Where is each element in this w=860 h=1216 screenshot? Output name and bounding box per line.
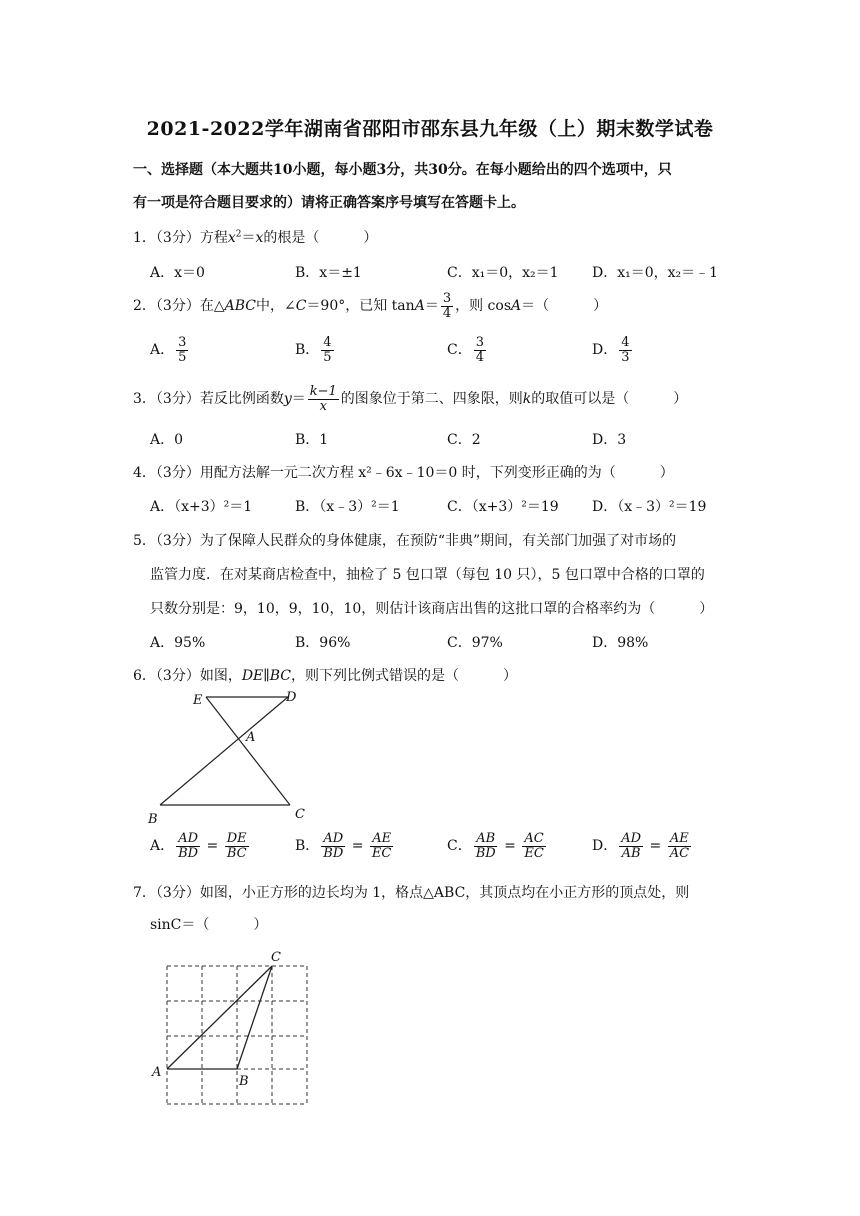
q4-options <box>150 496 770 530</box>
q2-option-a[interactable] <box>150 336 190 364</box>
q6-option-b[interactable]: B． $\frac{AD}{BD}$ = $\frac{AE}{EC}$ <box>295 831 392 861</box>
q2-prefix: 2．（3分）在△ <box>133 298 225 315</box>
segment-ec <box>206 697 290 805</box>
q4-option-b[interactable] <box>295 496 400 516</box>
q1-option-c[interactable] <box>447 262 559 282</box>
option-label: A． <box>150 265 175 281</box>
label-a: A <box>246 730 256 745</box>
q3-suffix: 的取值可以是（ <box>531 391 630 408</box>
fraction-numerator: AC <box>524 831 544 846</box>
option-text: 97% <box>471 635 503 651</box>
side-ac <box>167 966 272 1069</box>
option-fraction-left <box>474 832 498 860</box>
q3-equals: ＝ <box>291 391 306 408</box>
option-text: x₁＝0，x₂＝1 <box>471 265 559 281</box>
q1-var-x2: x <box>255 230 264 246</box>
q6-figure-labels <box>147 690 305 827</box>
option-label: A． <box>150 432 175 448</box>
option-label: D． <box>592 499 618 515</box>
q4-option-a[interactable] <box>150 496 252 516</box>
q5-option-a[interactable] <box>150 632 205 652</box>
question-2 <box>133 292 607 320</box>
q2-option-d[interactable] <box>592 336 634 364</box>
q2-equals: ＝ <box>424 298 439 315</box>
q6-segment-bc: BC <box>269 668 292 684</box>
q3-options <box>150 429 770 463</box>
option-label: C． <box>447 499 472 515</box>
option-text: （x﹣3）²＝1 <box>319 499 400 515</box>
q1-options <box>150 262 770 296</box>
option-text: x＝0 <box>174 265 205 281</box>
option-text: （x+3）²＝1 <box>174 499 253 515</box>
fraction-numerator: AE <box>372 831 392 846</box>
q6-option-a[interactable]: A． $\frac{AD}{BD}$ = $\frac{DE}{BC}$ <box>150 831 247 861</box>
q3-option-a[interactable] <box>150 429 183 449</box>
q2-options <box>150 336 770 370</box>
section-heading-line1: 一、选择题（本大题共10小题，每小题3分，共30分。在每小题给出的四个选项中，只 <box>133 162 672 178</box>
option-label: D． <box>592 635 618 651</box>
option-label: B． <box>295 432 320 448</box>
option-text: 2 <box>471 432 481 448</box>
question-4 <box>133 462 674 482</box>
q4-close-paren: ） <box>659 465 674 481</box>
q3-option-d[interactable] <box>592 429 626 449</box>
fraction-denominator: BD <box>323 845 344 861</box>
option-text: 95% <box>174 635 206 651</box>
option-text: 1 <box>319 432 329 448</box>
q7-close-paren: ） <box>253 917 268 933</box>
option-fraction-left <box>176 832 200 860</box>
fraction-denominator: EC <box>371 845 392 861</box>
fraction-numerator: AD <box>621 831 642 846</box>
fraction-denominator: EC <box>524 845 544 861</box>
question-5-line-1: 5．（3分）为了保障人民群众的身体健康，在预防“非典”期间，有关部门加强了对市场的 <box>133 533 677 549</box>
option-fraction <box>474 336 486 364</box>
fraction-numerator: 3 <box>442 291 452 306</box>
option-label: B． <box>295 635 320 651</box>
fraction-denominator: x <box>319 398 327 414</box>
q6-options <box>150 832 770 872</box>
option-fraction-right <box>668 832 691 860</box>
page-title: 2021-2022学年湖南省邵阳市邵东县九年级（上）期末数学试卷 <box>146 118 714 140</box>
q3-var-y: y <box>283 391 292 408</box>
question-1 <box>133 227 377 247</box>
option-label: A． <box>150 499 175 515</box>
q1-option-b[interactable] <box>295 262 362 282</box>
q2-text: 中，∠ <box>255 298 296 315</box>
question-6 <box>133 665 517 685</box>
q1-var-x: x <box>227 230 236 246</box>
q6-figure <box>140 685 320 830</box>
option-label: C． <box>447 265 472 281</box>
q7-figure-labels <box>151 950 281 1089</box>
q6-figure-lines <box>160 697 290 805</box>
label-b: B <box>148 812 158 827</box>
q2-close-paren: ） <box>593 298 608 315</box>
q5-options <box>150 632 770 666</box>
option-fraction <box>176 336 188 364</box>
q3-text: 的图象位于第二、四象限，则 <box>340 391 523 408</box>
option-label: C． <box>447 432 472 448</box>
fraction-denominator: 3 <box>621 349 630 365</box>
q2-var-a: A <box>414 298 425 315</box>
q1-option-d[interactable] <box>592 262 718 282</box>
segment-bd <box>160 697 288 805</box>
question-5-line-2: 监管力度．在对某商店检查中，抽检了 5 包口罩（每包 10 只），5 包口罩中合格的口罩的 <box>150 567 705 583</box>
q3-prefix: 3．（3分）若反比例函数 <box>133 391 284 408</box>
section-heading-line2: 有一项是符合题目要求的）请将正确答案序号填写在答题卡上。 <box>133 195 525 211</box>
option-text: 96% <box>319 635 351 651</box>
option-label: C． <box>447 838 472 855</box>
q2-tan-fraction <box>441 292 453 320</box>
fraction-denominator: 4 <box>475 349 484 365</box>
option-fraction <box>321 336 333 364</box>
fraction-numerator: AB <box>476 831 496 846</box>
q1-close-paren: ） <box>363 230 378 246</box>
option-fraction-right <box>225 832 249 860</box>
label-b: B <box>239 1074 249 1089</box>
option-label: A． <box>150 838 175 855</box>
q5-option-c[interactable] <box>447 632 503 652</box>
fraction-denominator: AB <box>621 845 641 861</box>
fraction-numerator: 3 <box>475 335 484 350</box>
option-label: A． <box>150 342 175 359</box>
q1-exponent: 2 <box>235 229 242 240</box>
fraction-numerator: DE <box>226 831 247 846</box>
fraction-denominator: AC <box>669 845 690 861</box>
q2-suffix: ＝（ <box>521 298 550 315</box>
option-fraction-right <box>522 832 545 860</box>
option-label: B． <box>295 265 320 281</box>
option-label: B． <box>295 499 320 515</box>
q6-segment-de: DE <box>241 668 264 684</box>
fraction-denominator: 4 <box>442 305 452 321</box>
q3-var-k: k <box>522 391 532 408</box>
option-label: C． <box>447 342 472 359</box>
q3-close-paren: ） <box>673 391 688 408</box>
q2-option-b[interactable] <box>295 336 336 364</box>
option-fraction-left <box>619 832 643 860</box>
q3-option-b[interactable] <box>295 429 328 449</box>
fraction-numerator: k−1 <box>309 384 337 399</box>
q2-option-c[interactable] <box>447 336 488 364</box>
option-fraction <box>619 336 631 364</box>
q5-close-paren: ） <box>699 601 714 617</box>
option-label: D． <box>592 838 618 855</box>
fraction-numerator: 4 <box>621 335 630 350</box>
q4-text: 4．（3分）用配方法解一元二次方程 x²﹣6x﹣10＝0 时，下列变形正确的为（ <box>133 465 616 481</box>
q4-option-c[interactable] <box>447 496 559 516</box>
option-label: B． <box>295 838 320 855</box>
q7-triangle <box>167 966 272 1069</box>
fraction-numerator: 4 <box>323 335 332 350</box>
option-text: x₁＝0，x₂＝﹣1 <box>617 265 719 281</box>
option-label: D． <box>592 265 618 281</box>
question-5-line-3 <box>150 598 713 618</box>
option-text: 98% <box>617 635 649 651</box>
q2-angle-c: C <box>295 298 307 315</box>
question-7-line-2 <box>150 914 267 934</box>
option-text: 3 <box>617 432 627 448</box>
q6-option-c[interactable]: C． $\frac{AB}{BD}$ = $\frac{AC}{EC}$ <box>447 831 544 861</box>
option-label: C． <box>447 635 472 651</box>
side-bc <box>237 966 272 1069</box>
option-label: A． <box>150 635 175 651</box>
label-e: E <box>193 693 203 708</box>
q5-option-b[interactable] <box>295 632 350 652</box>
option-text: x＝±1 <box>319 265 362 281</box>
option-text: 0 <box>174 432 184 448</box>
label-c: C <box>295 807 305 822</box>
question-7-line-1: 7．（3分）如图，小正方形的边长均为 1，格点△ABC，其顶点均在小正方形的顶点处，则 <box>133 885 690 901</box>
option-label: D． <box>592 432 618 448</box>
q2-triangle-name: ABC <box>224 298 256 315</box>
fraction-denominator: 5 <box>178 349 187 365</box>
q5-option-d[interactable] <box>592 632 648 652</box>
fraction-numerator: AE <box>669 831 689 846</box>
q6-prefix: 6．（3分）如图， <box>133 668 242 684</box>
label-d: D <box>286 690 297 705</box>
q6-close-paren: ） <box>503 668 518 684</box>
option-label: B． <box>295 342 320 359</box>
fraction-numerator: 3 <box>178 335 187 350</box>
option-text: （x﹣3）²＝19 <box>617 499 707 515</box>
question-3 <box>133 385 687 413</box>
q7-text: sinC＝（ <box>150 917 210 933</box>
q6-option-d[interactable]: D． $\frac{AD}{AB}$ = $\frac{AE}{AC}$ <box>592 831 690 861</box>
q1-option-a[interactable] <box>150 262 205 282</box>
fraction-denominator: BD <box>475 845 496 861</box>
fraction-numerator: AD <box>323 831 344 846</box>
q7-grid-figure <box>145 948 320 1110</box>
option-text: （x+3）²＝19 <box>471 499 559 515</box>
q6-parallel: ∥ <box>263 668 270 684</box>
fraction-denominator: 5 <box>323 349 332 365</box>
q1-equals: ＝ <box>241 230 256 246</box>
fraction-numerator: AD <box>178 831 199 846</box>
option-fraction-right <box>370 832 393 860</box>
fraction-denominator: BD <box>178 845 199 861</box>
label-c: C <box>271 950 281 965</box>
option-label: D． <box>592 342 618 359</box>
label-a: A <box>152 1065 162 1080</box>
q6-suffix: ，则下列比例式错误的是（ <box>291 668 460 684</box>
q4-option-d[interactable] <box>592 496 706 516</box>
fraction-denominator: BC <box>226 845 247 861</box>
option-fraction-left <box>321 832 345 860</box>
q3-option-c[interactable] <box>447 429 481 449</box>
q1-suffix: 的根是（ <box>263 230 320 246</box>
q5-text: 只数分别是：9，10，9，10，10，则估计该商店出售的这批口罩的合格率约为（ <box>150 601 656 617</box>
q2-var-a: A <box>511 298 522 315</box>
q2-text: ＝90°，已知 tan <box>306 298 415 315</box>
q7-dashed-grid <box>167 966 307 1104</box>
q3-function-fraction <box>308 385 339 413</box>
q1-prefix: 1．（3分）方程 <box>133 230 228 246</box>
q2-text: ，则 cos <box>455 298 511 315</box>
